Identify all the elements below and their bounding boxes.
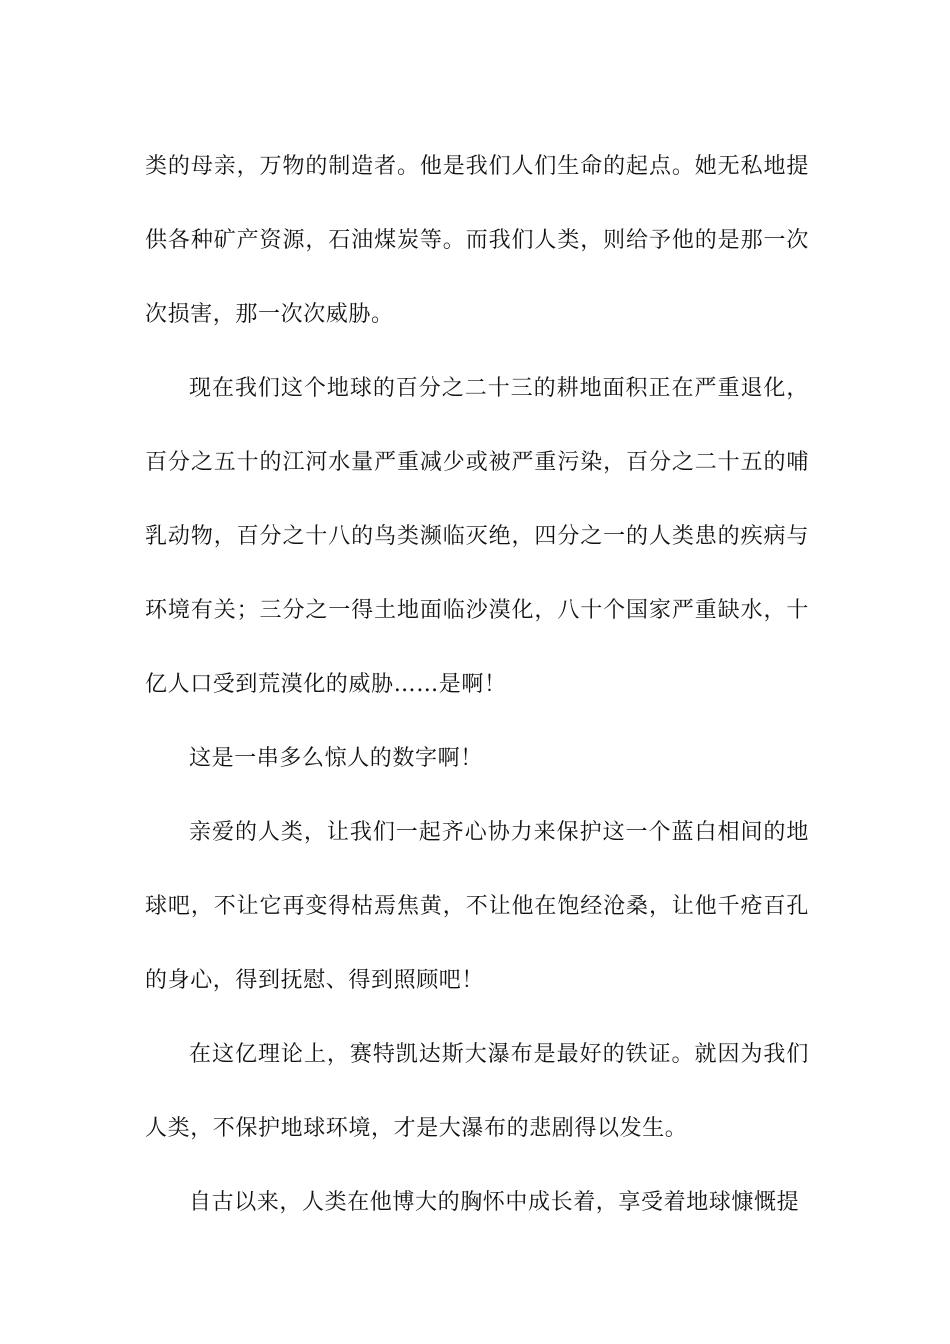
paragraph-5: 在这亿理论上，赛特凯达斯大瀑布是最好的铁证。就因为我们人类，不保护地球环境，才是大瀑布的悲剧得以发生。 bbox=[145, 1042, 809, 1141]
paragraph-3: 这是一串多么惊人的数字啊！ bbox=[189, 746, 483, 771]
document-body bbox=[145, 130, 809, 1240]
paragraph-4: 亲爱的人类，让我们一起齐心协力来保护这一个蓝白相间的地球吧，不让它再变得枯焉焦黄，不让他在饱经沧桑，让他千疮百孔的身心，得到抚慰、得到照顾吧！ bbox=[145, 820, 809, 993]
paragraph-2: 现在我们这个地球的百分之二十三的耕地面积正在严重退化，百分之五十的江河水量严重减少或被严重污染，百分之二十五的哺乳动物，百分之十八的鸟类濒临灭绝，四分之一的人类患的疾病与环境有关；三分之一得土地面临沙漠化，八十个国家严重缺水，十亿人口受到荒漠化的威胁……是啊！ bbox=[145, 376, 809, 697]
paragraph-6: 自古以来，人类在他博大的胸怀中成长着，享受着地球慷慨提 bbox=[189, 1190, 800, 1215]
paragraph-1: 类的母亲，万物的制造者。他是我们人们生命的起点。她无私地提供各种矿产资源，石油煤炭等。而我们人类，则给予他的是那一次次损害，那一次次威胁。 bbox=[145, 154, 809, 327]
